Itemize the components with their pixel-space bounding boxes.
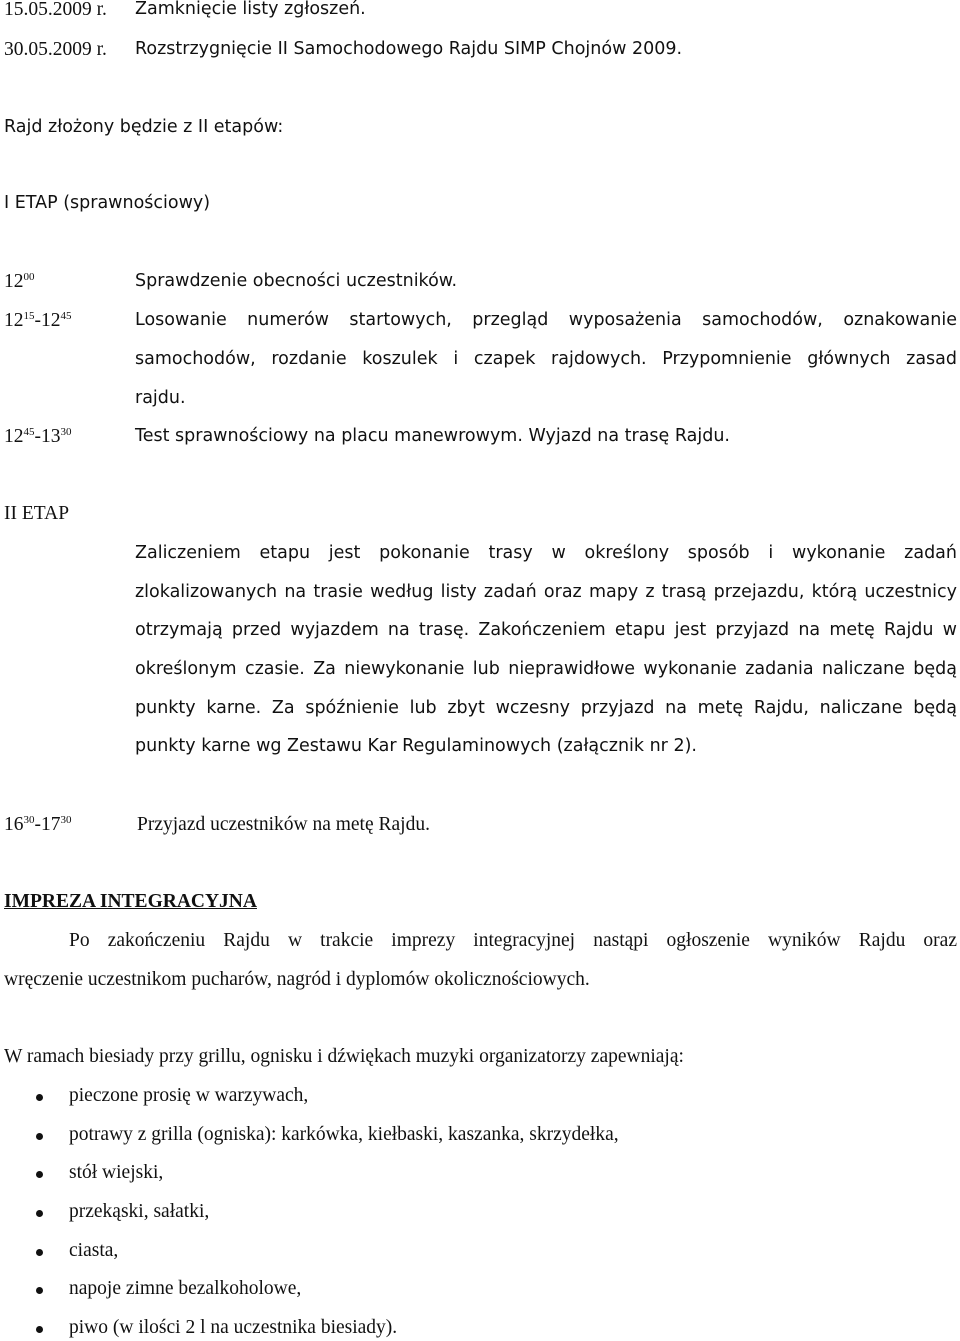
stages-intro: Rajd złożony będzie z II etapów: <box>4 117 284 137</box>
list-item: ciasta, <box>69 1240 119 1261</box>
list-item: piwo (w ilości 2 l na uczestnika biesiady). <box>69 1317 398 1338</box>
bullet-icon <box>36 1210 43 1217</box>
arrival-text: Przyjazd uczestników na metę Rajdu. <box>137 814 430 835</box>
schedule-item-2-line2: samochodów, rozdanie koszulek i czapek rajdowych. Przypomnienie głównych zasad <box>135 349 957 369</box>
list-item: stół wiejski, <box>69 1162 164 1183</box>
bullet-icon <box>36 1133 43 1140</box>
bullet-icon <box>36 1287 43 1294</box>
integration-title: IMPREZA INTEGRACYJNA <box>4 891 257 912</box>
feast-intro: W ramach biesiady przy grillu, ognisku i dźwiękach muzyki organizatorzy zapewniają: <box>4 1046 684 1067</box>
date-2-text: Rozstrzygnięcie II Samochodowego Rajdu SIMP Chojnów 2009. <box>135 39 683 59</box>
schedule-item-2-line3: rajdu. <box>135 388 186 408</box>
bullet-icon <box>36 1094 43 1101</box>
bullet-icon <box>36 1326 43 1333</box>
list-item: przekąski, sałatki, <box>69 1201 210 1222</box>
date-1: 15.05.2009 r. <box>4 0 107 20</box>
bullet-icon <box>36 1171 43 1178</box>
date-2: 30.05.2009 r. <box>4 39 107 60</box>
integration-line2: wręczenie uczestnikom pucharów, nagród i dyplomów okolicznościowych. <box>4 969 590 990</box>
time-3: $12^{45}-13^{30}$ <box>4 426 72 447</box>
date-1-text: Zamknięcie listy zgłoszeń. <box>135 0 366 19</box>
integration-line1: Po zakończeniu Rajdu w trakcie imprezy integracyjnej nastąpi ogłoszenie wyników Rajdu oraz <box>69 930 957 951</box>
bullet-icon <box>36 1249 43 1256</box>
stage2-line6: punkty karne wg Zestawu Kar Regulaminowych (załącznik nr 2). <box>135 736 697 756</box>
stage1-title: I ETAP (sprawnościowy) <box>4 193 211 213</box>
list-item: pieczone prosię w warzywach, <box>69 1085 309 1106</box>
stage2-line3: otrzymają przed wyjazdem na trasę. Zakończeniem etapu jest przyjazd na metę Rajdu w <box>135 620 957 640</box>
schedule-item-3: Test sprawnościowy na placu manewrowym. Wyjazd na trasę Rajdu. <box>135 426 730 446</box>
stage2-line1: Zaliczeniem etapu jest pokonanie trasy w określony sposób i wykonanie zadań <box>135 543 957 563</box>
stage2-line5: punkty karne. Za spóźnienie lub zbyt wczesny przyjazd na metę Rajdu, naliczane będą <box>135 698 957 718</box>
list-item: potrawy z grilla (ogniska): karkówka, kiełbaski, kaszanka, skrzydełka, <box>69 1124 619 1145</box>
list-item: napoje zimne bezalkoholowe, <box>69 1278 302 1299</box>
stage2-line2: zlokalizowanych na trasie według listy zadań oraz mapy z trasą przejazdu, którą uczestnicy <box>135 582 957 602</box>
arrival-time: $16^{30}-17^{30}$ <box>4 814 72 835</box>
schedule-item-1: Sprawdzenie obecności uczestników. <box>135 271 458 291</box>
time-2: $12^{15}-12^{45}$ <box>4 310 72 331</box>
time-1: $12^{00}$ <box>4 271 35 292</box>
stage2-line4: określonym czasie. Za niewykonanie lub nieprawidłowe wykonanie zadania naliczane będą <box>135 659 957 679</box>
stage2-title: II ETAP <box>4 503 70 524</box>
schedule-item-2-line1: Losowanie numerów startowych, przegląd wyposażenia samochodów, oznakowanie <box>135 310 957 330</box>
